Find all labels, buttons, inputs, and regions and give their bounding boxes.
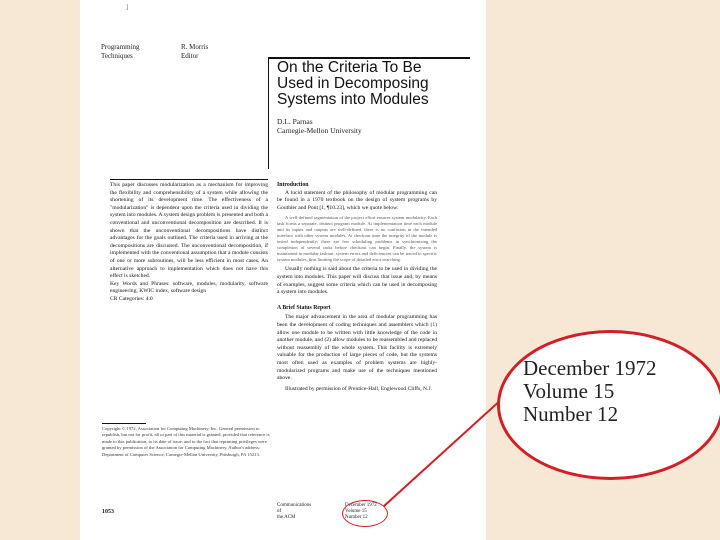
intro-paragraph: A lucid statement of the philosophy of modular programming can be found in a 1970 textbook on the design of system programs by Gouthier and Pont [1, ¶10.23], which we quote below: <box>277 189 437 211</box>
status-paragraph-2: Illustrated by permission of Prentice-Hall, Englewood Cliffs, N.J. <box>285 385 433 392</box>
author-affiliation: Carnegie-Mellon University <box>277 125 362 135</box>
callout-date: December 1972 <box>523 356 657 380</box>
copyright-footnote: Copyright © 1972, Association for Computing Machinery, Inc. General permission to republish, but not for profit, all or part of this material is granted, provided that reference is made to this publication, to its date of issue, and to the fact that reprinting privileges were granted by permission of the Association for Computing Machinery. Author's address: Department of Computer Science, Carnegie-Mellon University, Pittsburgh, PA 15213. <box>102 426 270 457</box>
editor-label: R. Morris Editor <box>181 43 209 60</box>
status-paragraph: The major advancement in the area of modular programming has been the development of coding techniques and assemblers which (1) allow one module to be written with little knowledge of the code in another module, and (2) allow modules to be reassembled and replaced without reassembly of the whole system. This facility is extremely valuable for the production of large pieces of code, but the systems most often used as examples of problem systems are highly-modularized programs and make use of the techniques mentioned above. <box>277 314 437 382</box>
intro-heading: Introduction <box>277 182 309 188</box>
author-name: D.L. Parnas <box>277 117 313 126</box>
status-heading: A Brief Status Report <box>277 304 331 311</box>
author-block <box>277 118 362 135</box>
abstract-text: This paper discusses modularization as a mechanism for improving the flexibility and comprehensibility of a system while allowing the shortening of its development time. The effectiveness of a "modularization" is dependent upon the criteria used in dividing the system into modules. A system design problem is presented and both a conventional and unconventional decomposition are described. It is shown that the unconventional decompositions have distinct advantages for the goals outlined. The criteria used in arriving at the decompositions are discussed. The unconventional decomposition, if implemented with the conventional assumption that a module consists of one or more subroutines, will be less efficient in most cases. An alternative approach to implementation which does not have this effect is sketched. <box>110 182 268 280</box>
journal-name: Communications of the ACM <box>277 503 312 521</box>
body-column <box>277 182 437 396</box>
zoom-callout-text <box>523 357 657 426</box>
keywords: Key Words and Phrases: software, modules, modularity, software engineering, KWIC index, software design <box>110 280 268 295</box>
journal-page <box>80 0 486 540</box>
callout-number: Number 12 <box>523 402 619 426</box>
paper-title: On the Criteria To Be Used in Decomposing Systems into Modules <box>277 59 429 108</box>
intro-paragraph-2: Usually nothing is said about the criteria to be used in dividing the system into modules. This paper will discuss that issue and, by means of examples, suggest some criteria which can be used in decomposing a system into modules. <box>277 266 437 296</box>
abstract <box>110 182 268 304</box>
footnote-rule <box>102 423 146 424</box>
cr-categories: CR Categories: 4.0 <box>110 295 153 302</box>
issue-info: December 1972 Volume 15 Number 12 <box>345 503 377 521</box>
intro-quote: A well-defined segmentation of the project effort ensures system modularity. Each task forms a separate, distinct program module. At implementation time each module and its inputs and outputs are well-defined, there is no confusion in the intended interface with other system modules. At checkout time the integrity of the module is tested independently; there are few scheduling problems in synchronizing the completion of several tasks before checkout can begin. Finally, the system is maintained in modular fashion; system errors and deficiencies can be traced to specific system modules, thus limiting the scope of detailed error searching. <box>277 215 437 263</box>
abstract-rule <box>110 179 268 180</box>
corner-mark: I <box>126 3 129 12</box>
page-number: 1053 <box>102 509 114 515</box>
issue-highlight-ring <box>342 500 388 527</box>
department-label: Programming Techniques <box>101 43 140 60</box>
title-vertical-rule <box>268 57 269 169</box>
callout-volume: Volume 15 <box>523 379 615 403</box>
